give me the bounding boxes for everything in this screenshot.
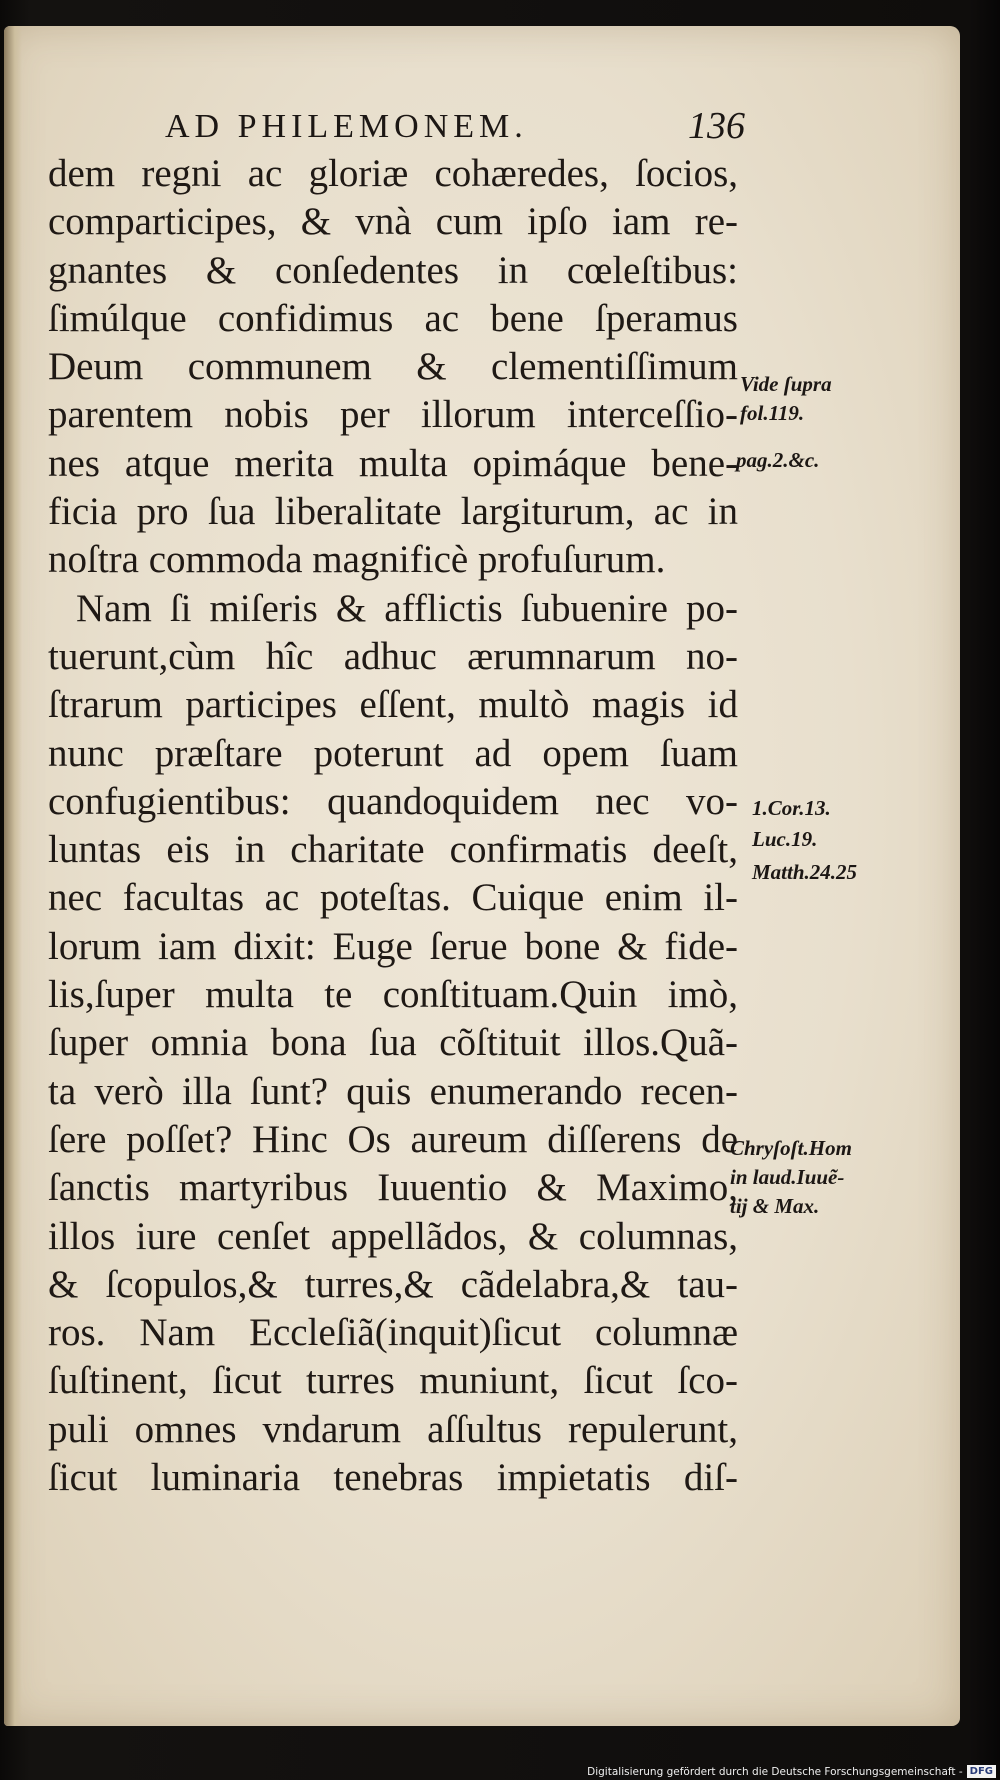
marginal-note (730, 1134, 852, 1221)
marginal-line: Matth.24.25 (752, 860, 858, 884)
text-line: tuerunt,cùm hîc adhuc ærumnarum no- (48, 634, 738, 678)
text-line: & ſcopulos,& turres,& cãdelabra,& tau- (48, 1262, 738, 1306)
text-line: lis,ſuper multa te conſtituam.Quin imò, (48, 973, 738, 1017)
text-line: nunc præſtare poterunt ad opem ſuam (48, 731, 738, 775)
text-line: ros. Nam Eccleſiã(inquit)ſicut columnæ (48, 1311, 738, 1355)
text-line: puli omnes vndarum aſſultus repulerunt, (48, 1407, 738, 1451)
credit-text: Digitalisierung gefördert durch die Deutsche Forschungsgemeinschaft - (587, 1765, 963, 1778)
marginal-line: Luc.19. (752, 827, 818, 851)
marginal-note (752, 858, 857, 887)
text-line: ta verò illa ſunt? quis enumerando recen- (48, 1069, 738, 1113)
text-line: ſere poſſet? Hinc Os aureum diſſerens de (48, 1117, 738, 1161)
text-line: lorum iam dixit: Euge ſerue bone & fide- (48, 924, 738, 968)
text-line: Deum communem & clementiſſimum (48, 345, 738, 389)
paragraph-first-line: Nam ſi miſeris & afflictis ſubuenire po- (76, 586, 738, 630)
marginal-line: tij & Max. (730, 1194, 820, 1218)
marginal-line: in laud.Iuuẽ- (730, 1165, 845, 1189)
dfg-logo: DFG (967, 1765, 996, 1778)
body-text (48, 150, 738, 1502)
marginal-line: Chryſoſt.Hom (730, 1136, 852, 1160)
text-line: ſuſtinent, ſicut turres muniunt, ſicut ſco- (48, 1359, 738, 1403)
text-line: parentem nobis per illorum interceſſio- (48, 393, 738, 437)
text-line: confugientibus: quandoquidem nec vo- (48, 779, 738, 823)
text-line: nes atque merita multa opimáque bene- (48, 441, 738, 485)
text-line: ficia pro ſua liberalitate largiturum, ac in (48, 490, 738, 534)
text-line: illos iure cenſet appellãdos, & columnas, (48, 1214, 738, 1258)
marginal-note (740, 370, 832, 428)
marginal-line: Vide ſupra (740, 372, 832, 396)
marginal-line: 1.Cor.13. (752, 796, 831, 820)
text-line: ſtrarum participes eſſent, multò magis id (48, 683, 738, 727)
marginal-note (752, 825, 817, 854)
text-line: comparticipes, & vnà cum ipſo iam re- (48, 200, 738, 244)
text-line: ſimúlque confidimus ac bene ſperamus (48, 296, 738, 340)
marginal-line: fol.119. (740, 401, 805, 425)
marginal-line: pag.2.&c. (736, 448, 820, 472)
text-line: gnantes & conſedentes in cœleſtibus: (48, 248, 738, 292)
text-line: dem regni ac gloriæ cohæredes, ſocios, (48, 152, 738, 195)
text-line: noſtra commoda magnificè profuſurum. (48, 538, 666, 582)
running-head: AD PHILEMONEM. (165, 108, 528, 145)
page-number: 136 (688, 105, 745, 147)
text-line: nec facultas ac poteſtas. Cuique enim il- (48, 876, 738, 920)
text-line: ſuper omnia bona ſua cõſtituit illos.Quã- (48, 1021, 738, 1065)
marginal-note (736, 446, 819, 475)
page-gutter-shadow (4, 26, 22, 1726)
marginal-note (752, 794, 831, 823)
text-line: ſicut luminaria tenebras impietatis diſ- (48, 1456, 738, 1500)
digitization-credit (587, 1765, 996, 1778)
text-line: luntas eis in charitate confirmatis deeſt, (48, 828, 738, 872)
text-line: ſanctis martyribus Iuuentio & Maximo, (48, 1166, 738, 1210)
